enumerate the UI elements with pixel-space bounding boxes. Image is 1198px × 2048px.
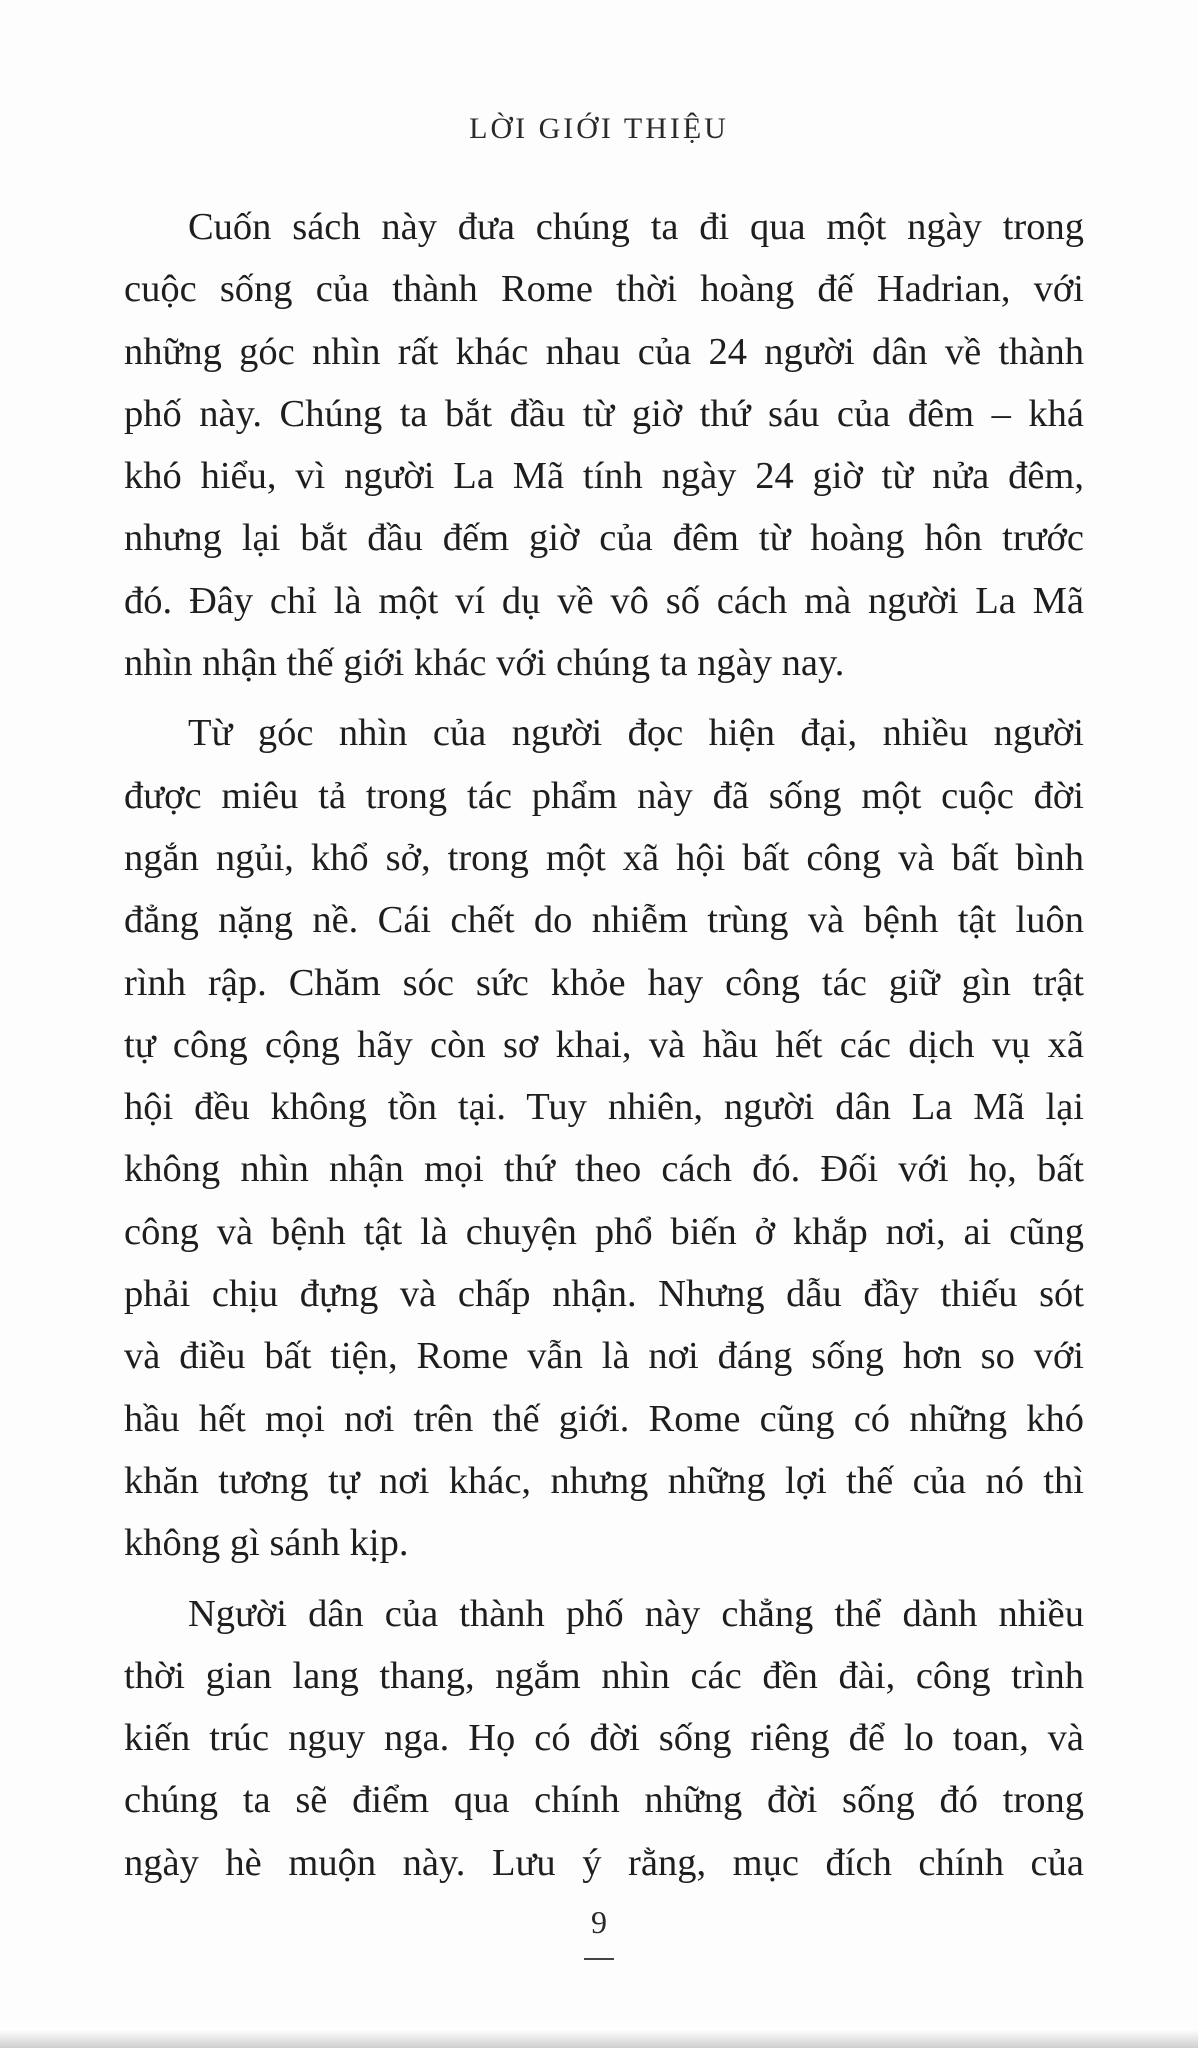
paragraph-1-line-4: phố này. Chúng ta bắt đầu từ giờ thứ sáu của đêm – khá <box>124 392 1084 435</box>
paragraph-2-line-12: hầu hết mọi nơi trên thế giới. Rome cũng có những khó <box>124 1397 1084 1440</box>
running-header: LỜI GIỚI THIỆU <box>469 112 729 145</box>
paragraph-1-line-5: khó hiểu, vì người La Mã tính ngày 24 giờ từ nửa đêm, <box>124 455 1084 498</box>
paragraph-1-line-1: Cuốn sách này đưa chúng ta đi qua một ngày trong <box>188 206 1084 248</box>
paragraph-1-line-7: đó. Đây chỉ là một ví dụ về vô số cách mà người La Mã <box>124 579 1084 622</box>
paragraph-2-line-6: tự công cộng hãy còn sơ khai, và hầu hết các dịch vụ xã <box>124 1023 1084 1066</box>
paragraph-2-line-1: Từ góc nhìn của người đọc hiện đại, nhiều người <box>188 712 1084 755</box>
paragraph-1-line-8: nhìn nhận thế giới khác với chúng ta ngày nay. <box>124 642 845 685</box>
paragraph-2-line-13: khăn tương tự nơi khác, nhưng những lợi thế của nó thì <box>124 1459 1084 1502</box>
paragraph-1-line-2: cuộc sống của thành Rome thời hoàng đế Hadrian, với <box>124 268 1084 311</box>
paragraph-2-line-7: hội đều không tồn tại. Tuy nhiên, người dân La Mã lại <box>124 1086 1084 1129</box>
paragraph-2-line-8: không nhìn nhận mọi thứ theo cách đó. Đối với họ, bất <box>124 1148 1084 1191</box>
paragraph-1-line-3: những góc nhìn rất khác nhau của 24 người dân về thành <box>124 330 1084 373</box>
paragraph-1-line-6: nhưng lại bắt đầu đếm giờ của đêm từ hoàng hôn trước <box>124 517 1084 560</box>
paragraph-3-line-4: chúng ta sẽ điểm qua chính những đời sống đó trong <box>124 1779 1084 1822</box>
paragraph-2-line-3: ngắn ngủi, khổ sở, trong một xã hội bất công và bất bình <box>124 836 1084 879</box>
paragraph-2-line-4: đẳng nặng nề. Cái chết do nhiễm trùng và bệnh tật luôn <box>124 899 1084 942</box>
paragraph-gap <box>124 1575 1084 1583</box>
paragraph-3-line-5: ngày hè muộn này. Lưu ý rằng, mục đích chính của <box>124 1841 1084 1884</box>
paragraph-2-line-10: phải chịu đựng và chấp nhận. Nhưng dẫu đầy thiếu sót <box>124 1273 1084 1316</box>
paragraph-3-line-1: Người dân của thành phố này chẳng thể dành nhiều <box>188 1592 1084 1635</box>
paragraph-2-line-2: được miêu tả trong tác phẩm này đã sống một cuộc đời <box>124 774 1084 817</box>
page-number: 9 <box>591 1904 607 1940</box>
paragraph-2-line-9: công và bệnh tật là chuyện phổ biến ở khắp nơi, ai cũng <box>124 1210 1084 1253</box>
paragraph-gap <box>124 694 1084 702</box>
paragraph-2-line-14: không gì sánh kịp. <box>124 1522 409 1565</box>
paragraph-2-line-11: và điều bất tiện, Rome vẫn là nơi đáng sống hơn so với <box>124 1335 1084 1378</box>
scan-edge-shadow <box>0 2030 1198 2048</box>
paragraph-2-line-5: rình rập. Chăm sóc sức khỏe hay công tác giữ gìn trật <box>124 961 1084 1004</box>
paragraph-3-line-3: kiến trúc nguy nga. Họ có đời sống riêng để lo toan, và <box>124 1717 1084 1760</box>
paragraph-3-line-2: thời gian lang thang, ngắm nhìn các đền đài, công trình <box>124 1654 1084 1697</box>
body-text <box>124 196 1084 1894</box>
page-number-rule <box>584 1958 614 1960</box>
